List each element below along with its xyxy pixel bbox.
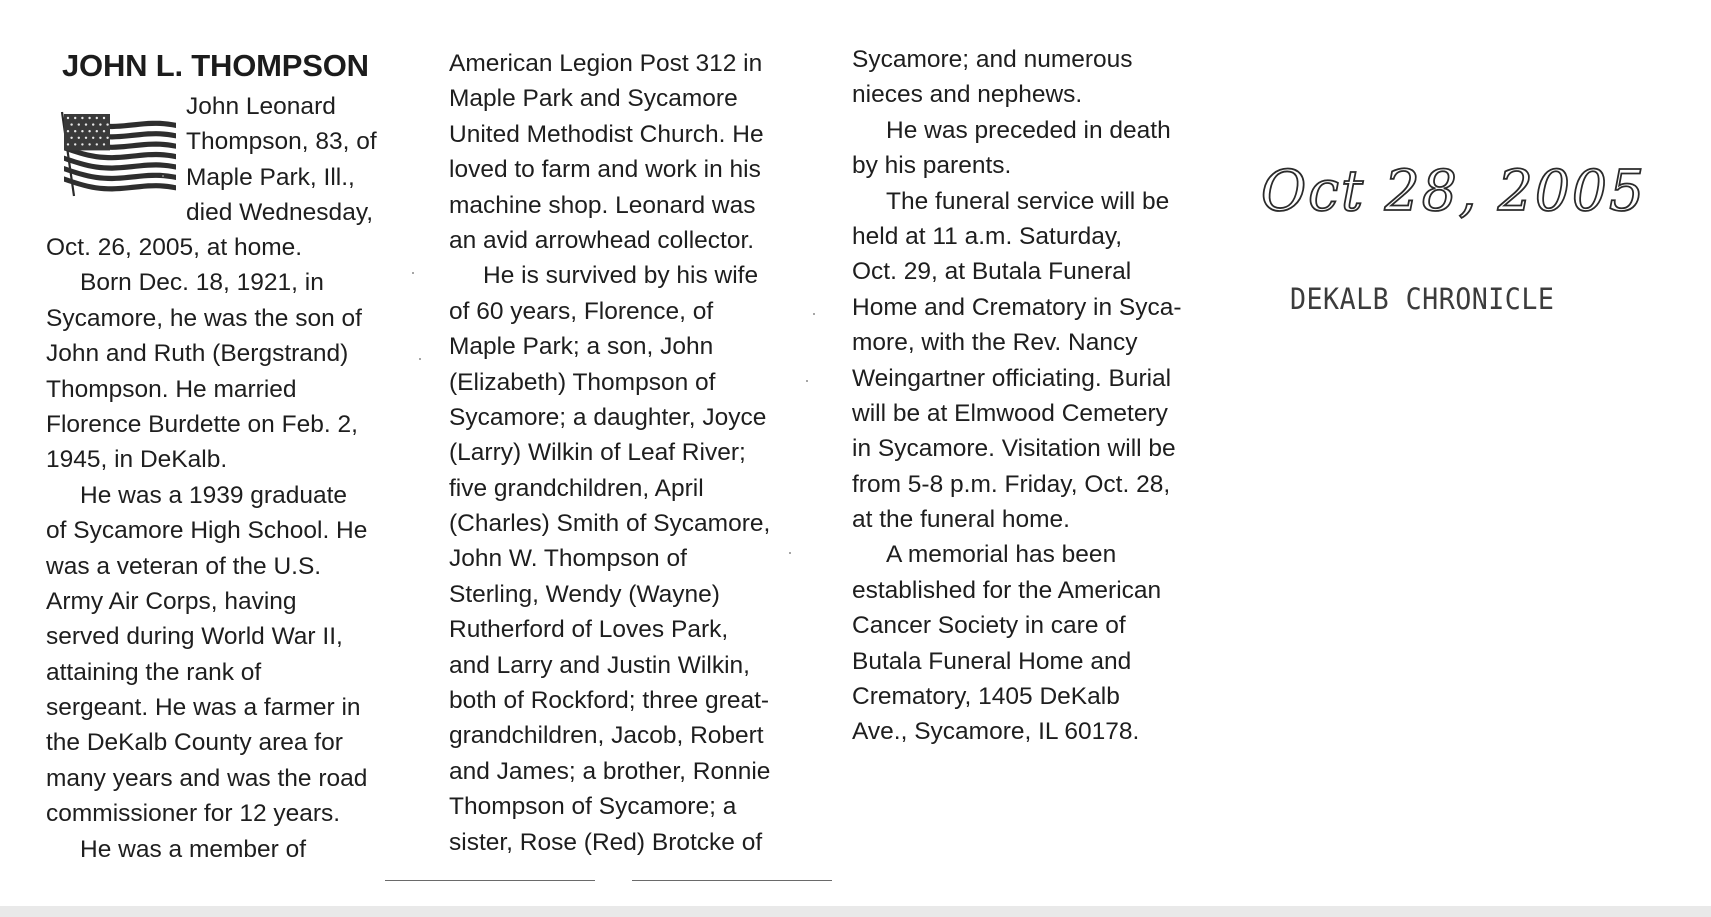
obituary-text-line: attaining the rank of [46,658,262,686]
obituary-text-line: held at 11 a.m. Saturday, [852,222,1123,250]
flag-star [88,130,90,132]
obituary-text-line: (Elizabeth) Thompson of [449,368,716,396]
obituary-text-line: grandchildren, Jacob, Robert [449,722,764,750]
obituary-text-line: of 60 years, Florence, of [449,297,714,325]
obituary-text-line: was a veteran of the U.S. [46,552,322,580]
obituary-text-line: Rutherford of Loves Park, [449,616,729,644]
flag-star [85,123,87,125]
obituary-text-line: Butala Funeral Home and [852,647,1132,675]
obituary-text-line: A memorial has been [852,541,1117,569]
flag-star [96,117,98,119]
obituary-text-line: John and Ruth (Bergstrand) [46,340,349,368]
obituary-text-line: Crematory, 1405 DeKalb [852,683,1120,711]
scan-speck [419,358,421,360]
flag-star [106,137,108,139]
scan-speck [162,175,164,177]
obituary-text-line: many years and was the road [46,764,368,792]
obituary-text-line: He was preceded in death [852,116,1171,144]
obituary-text-line: 1945, in DeKalb. [46,446,228,474]
handwritten-date [1255,150,1655,230]
obituary-text-line: Maple Park and Sycamore [449,85,738,113]
obituary-text-line: the DeKalb County area for [46,729,343,757]
obituary-text-line: Sterling, Wendy (Wayne) [449,580,720,608]
scan-speck [412,272,414,274]
obituary-text-line: American Legion Post 312 in [449,50,763,77]
obituary-text-line: Florence Burdette on Feb. 2, [46,410,358,438]
obituary-text-line: (Larry) Wilkin of Leaf River; [449,439,746,467]
flag-star [106,123,108,125]
obituary-column-2 [449,46,770,860]
obituary-text-line: Army Air Corps, having [46,587,297,615]
scan-speck [789,552,791,554]
flag-star [85,137,87,139]
flag-star [99,123,101,125]
obituary-text-line: an avid arrowhead collector. [449,226,755,254]
flag-star [78,123,80,125]
obituary-text-line: machine shop. Leonard was [449,191,756,219]
obituary-text-line: Thompson of Sycamore; a [449,793,737,821]
clipping-bottom-rule-left [385,880,595,881]
obituary-text-line: five grandchildren, April [449,474,704,502]
obituary-text-line: He was a 1939 graduate [46,481,347,509]
us-flag-icon [52,100,180,200]
obituary-text-line: Cancer Society in care of [852,612,1126,640]
flag-star [74,143,76,145]
obituary-text-line: Thompson. He married [46,375,297,403]
obituary-text-line: He was a member of [46,835,307,863]
flag-star [78,137,80,139]
obituary-text-line: Oct. 26, 2005, at home. [46,234,303,261]
obituary-text-line: more, with the Rev. Nancy [852,329,1138,357]
obituary-text-line: Oct. 29, at Butala Funeral [852,258,1132,286]
obituary-text-line: United Methodist Church. He [449,120,764,148]
obituary-text-line: Home and Crematory in Syca- [852,293,1182,321]
flag-star [67,130,69,132]
obituary-text-line: Sycamore; a daughter, Joyce [449,403,767,431]
obituary-text-line: loved to farm and work in his [449,156,761,184]
obituary-text-line: Ave., Sycamore, IL 60178. [852,718,1140,746]
obituary-text-line: sister, Rose (Red) Brotcke of [449,828,763,856]
flag-star [103,143,105,145]
flag-star [74,130,76,132]
scan-speck [806,380,808,382]
flag-star [103,117,105,119]
flag-star [88,143,90,145]
obituary-text-line: from 5-8 p.m. Friday, Oct. 28, [852,470,1171,498]
flag-star [99,137,101,139]
obituary-text-line: The funeral service will be [852,187,1170,215]
obituary-text-line: commissioner for 12 years. [46,800,341,828]
obituary-text-line: served during World War II, [46,623,343,651]
flag-star [103,130,105,132]
flag-star [67,143,69,145]
obituary-text-line: Maple Park; a son, John [449,333,714,361]
obituary-text-line: established for the American [852,576,1162,604]
flag-star [92,137,94,139]
obituary-text-line: John W. Thompson of [449,545,687,573]
obituary-text-line: and Larry and Justin Wilkin, [449,651,750,679]
scan-speck [813,313,815,315]
flag-star [70,123,72,125]
flag-star [81,130,83,132]
obituary-column-3 [852,42,1182,750]
obituary-text-line: Maple Park, Ill., [186,163,355,191]
flag-star [81,143,83,145]
handwritten-date-text: Oct 28, 2005 [1261,159,1646,224]
obituary-text-line: Weingartner officiating. Burial [852,364,1172,392]
obituary-text-line: sergeant. He was a farmer in [46,694,361,722]
obituary-text-line: Sycamore, he was the son of [46,304,362,332]
obituary-text-line: will be at Elmwood Cemetery [852,399,1168,427]
flag-star [70,137,72,139]
obituary-text-line: He is survived by his wife [449,262,759,290]
obituary-text-line: and James; a brother, Ronnie [449,757,771,785]
obituary-text-line: both of Rockford; three great- [449,687,770,715]
flag-star [88,117,90,119]
flag-star [67,117,69,119]
flag-star [96,143,98,145]
clipping-bottom-rule-right [632,880,832,881]
obituary-text-line: at the funeral home. [852,506,1070,534]
obituary-text-line: died Wednesday, [186,199,374,227]
obituary-column-1 [46,230,367,867]
obituary-text-line: nieces and nephews. [852,81,1083,109]
obituary-text-line: Sycamore; and numerous [852,46,1133,73]
source-stamp: DEKALB CHRONICLE [1290,282,1555,316]
scan-page-edge [0,906,1711,917]
obituary-text-line: Born Dec. 18, 1921, in [46,269,324,297]
flag-star [74,117,76,119]
obituary-text-line: of Sycamore High School. He [46,517,368,545]
obituary-text-line: by his parents. [852,152,1012,180]
obituary-text-line: in Sycamore. Visitation will be [852,435,1176,463]
obituary-text-line: (Charles) Smith of Sycamore, [449,510,771,538]
obituary-text-line: Thompson, 83, of [186,128,377,156]
flag-star [92,123,94,125]
flag-star [96,130,98,132]
flag-star [81,117,83,119]
obituary-text-line: John Leonard [186,93,336,120]
obituary-headline: JOHN L. THOMPSON [62,48,369,83]
obituary-column-1-beside-flag [186,89,377,231]
